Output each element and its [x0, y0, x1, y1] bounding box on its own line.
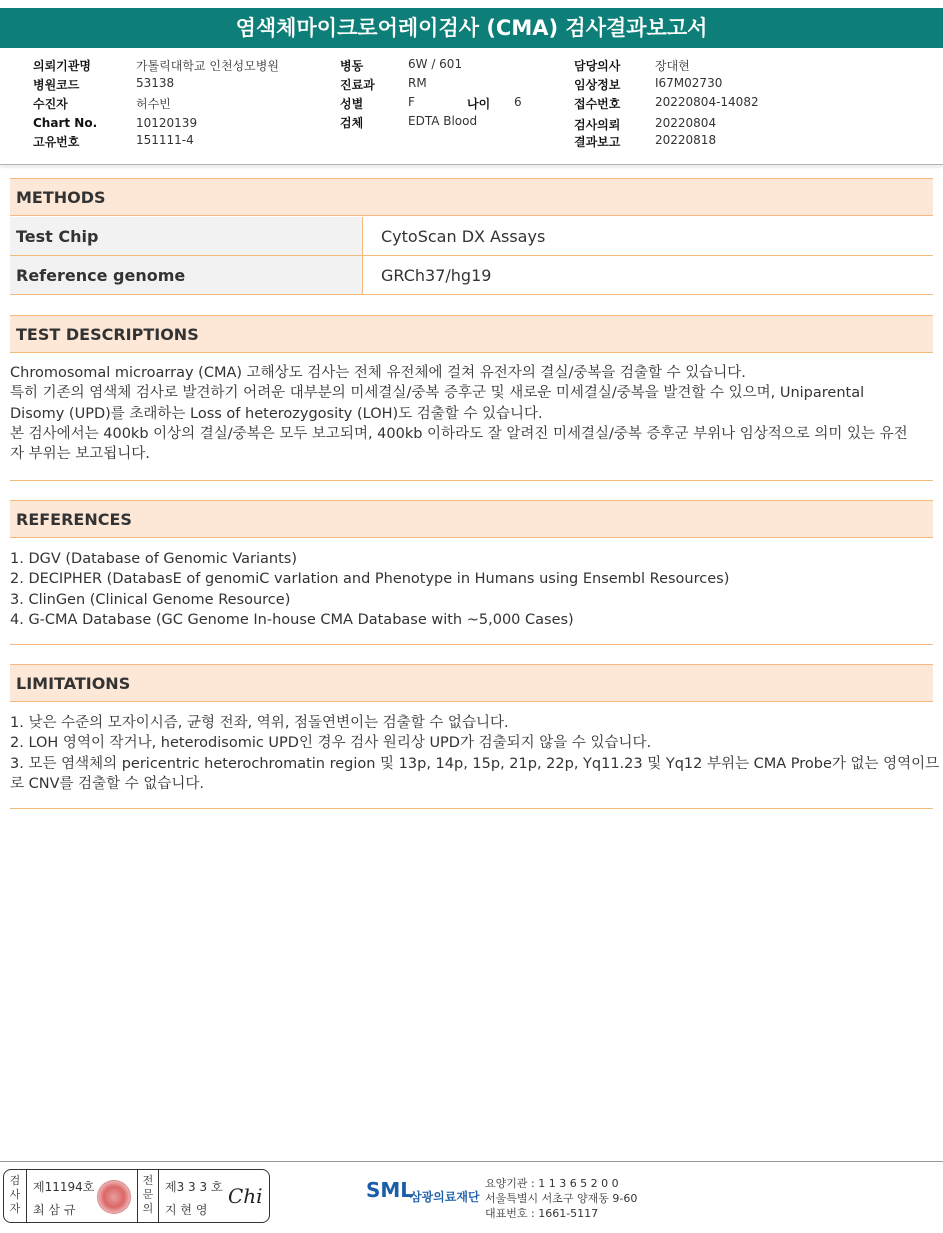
report-date-value: 20220818: [655, 133, 717, 147]
institution-label: 의뢰기관명: [33, 59, 91, 73]
divider: [10, 808, 933, 809]
descriptions-section: [10, 315, 933, 353]
list-item: 3. ClinGen (Clinical Genome Resource): [10, 591, 291, 608]
test-chip-key: Test Chip: [10, 217, 363, 256]
specialist-name: 지 현 영: [165, 1203, 208, 1217]
description-line: Chromosomal microarray (CMA) 고해상도 검사는 전체 유전체에 걸쳐 유전자의 결실/중복을 검출할 수 있습니다.: [10, 365, 746, 381]
list-item: 1. 낮은 수준의 모자이시즘, 균형 전좌, 역위, 점돌연변이는 검출할 수 없습니다.: [10, 715, 509, 731]
test-chip-value: CytoScan DX Assays: [363, 217, 934, 256]
description-line: 본 검사에서는 400kb 이상의 결실/중복은 모두 보고되며, 400kb 이하라도 잘 알려진 미세결실/중복 증후군 부위나 임상적으로 의미 있는 유전: [10, 425, 908, 442]
hospital-code-value: 53138: [136, 76, 175, 90]
list-item: 2. DECIPHER (DatabasE of genomiC varIation and Phenotype in Humans using Ensembl Resources): [10, 571, 730, 588]
report-date-label: 결과보고: [574, 135, 621, 149]
patient-info: [0, 54, 943, 166]
unique-no: 151111-4: [136, 133, 194, 147]
dept-value: RM: [408, 76, 427, 90]
references-list: [10, 549, 933, 630]
specialist-label: 전문의: [142, 1174, 154, 1215]
references-section: [10, 500, 933, 538]
list-item: 로 CNV를 검출할 수 없습니다.: [10, 775, 205, 792]
chart-no: 10120139: [136, 116, 198, 130]
address: 서울특별시 서초구 양재동 9-60: [485, 1192, 638, 1205]
doctor-label: 담당의사: [574, 59, 621, 73]
sex-value: F: [408, 95, 415, 109]
doctor-value: 장대현: [655, 59, 690, 73]
foundation-address: [485, 1176, 637, 1221]
request-label: 검사의뢰: [574, 118, 621, 132]
table-row: [10, 256, 933, 295]
examiner-label: 검사자: [9, 1174, 21, 1215]
ward-label: 병동: [340, 59, 364, 73]
list-item: 4. G-CMA Database (GC Genome In-house CMA Database with ~5,000 Cases): [10, 611, 574, 628]
reference-genome-value: GRCh37/hg19: [363, 256, 934, 295]
descriptions-heading: TEST DESCRIPTIONS: [10, 315, 933, 353]
phone: 대표번호 : 1661-5117: [485, 1207, 599, 1220]
description-line: 자 부위는 보고됩니다.: [10, 446, 150, 463]
patient-name: 허수빈: [136, 97, 171, 111]
examiner-name: 최 삼 규: [33, 1203, 76, 1217]
dept-label: 진료과: [340, 78, 375, 92]
methods-section: [10, 178, 933, 216]
references-heading: REFERENCES: [10, 500, 933, 538]
request-value: 20220804: [655, 116, 717, 130]
info-divider: [0, 164, 943, 165]
divider: [10, 480, 933, 481]
methods-table: [10, 217, 933, 295]
receipt-value: 20220804-14082: [655, 95, 759, 109]
specialist-license: 제3 3 3 호: [165, 1180, 223, 1194]
sex-label: 성별: [340, 97, 364, 111]
description-line: 특히 기존의 염색체 검사로 발견하기 어려운 대부분의 미세결실/중복 증후군 및 새로운 미세결실/중복을 발견할 수 있으며, Uniparental: [10, 385, 865, 402]
footer-divider: [0, 1161, 943, 1162]
list-item: 1. DGV (Database of Genomic Variants): [10, 551, 298, 567]
receipt-label: 접수번호: [574, 97, 621, 111]
chart-label: Chart No.: [33, 116, 98, 130]
age-label: 나이: [467, 97, 491, 111]
list-item: 2. LOH 영역이 작거나, heterodisomic UPD인 경우 검사 원리상 UPD가 검출되지 않을 수 있습니다.: [10, 735, 652, 752]
patient-label: 수진자: [33, 97, 68, 111]
care-number: 요양기관 : 1 1 3 6 5 2 0 0: [485, 1177, 619, 1190]
description-line: Disomy (UPD)를 초래하는 Loss of heterozygosity (LOH)도 검출할 수 있습니다.: [10, 405, 543, 422]
signature: Chi: [228, 1184, 263, 1208]
reference-genome-key: Reference genome: [10, 256, 363, 295]
seal-icon: [97, 1180, 131, 1214]
unique-label: 고유번호: [33, 135, 80, 149]
report-title: 염색체마이크로어레이검사 (CMA) 검사결과보고서: [0, 8, 943, 48]
limitations-list: [10, 713, 940, 794]
examiner-license: 제11194호: [33, 1180, 95, 1194]
list-item: 3. 모든 염색체의 pericentric heterochromatin region 및 13p, 14p, 15p, 21p, 22p, Yq11.23 및 Yq12 부위는 CMA Probe가 없는 영역이므: [10, 755, 940, 772]
clinical-value: I67M02730: [655, 76, 723, 90]
limitations-section: [10, 664, 933, 702]
sml-logo-text: SML: [366, 1178, 414, 1202]
institution-value: 가톨릭대학교 인천성모병원: [136, 59, 279, 73]
divider: [10, 644, 933, 645]
limitations-heading: LIMITATIONS: [10, 664, 933, 702]
descriptions-text: [10, 363, 933, 464]
hospital-code-label: 병원코드: [33, 78, 80, 92]
clinical-label: 임상정보: [574, 78, 621, 92]
ward-value: 6W / 601: [408, 57, 463, 71]
age-value: 6: [514, 95, 522, 109]
methods-heading: METHODS: [10, 178, 933, 216]
specimen-value: EDTA Blood: [408, 114, 478, 128]
signature-box: [3, 1169, 270, 1223]
specimen-label: 검체: [340, 116, 364, 130]
foundation-name: 삼광의료재단: [410, 1190, 480, 1204]
table-row: [10, 217, 933, 256]
